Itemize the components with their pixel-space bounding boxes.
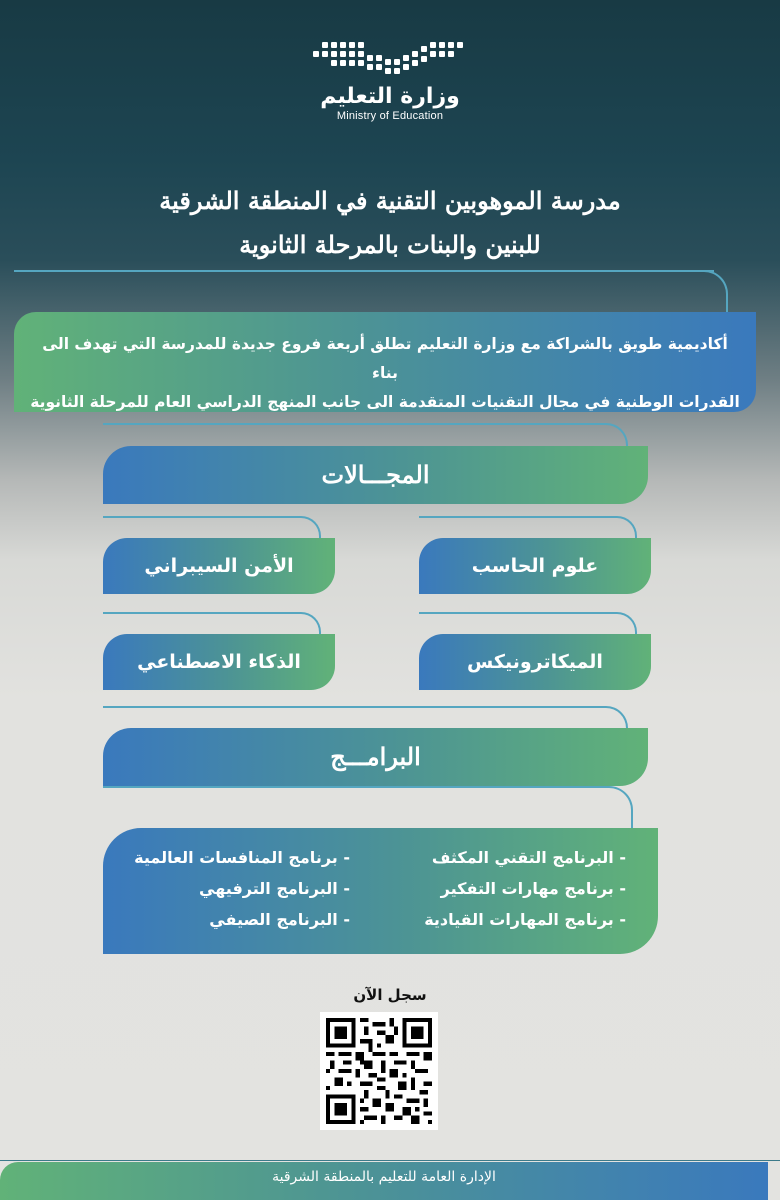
footer-divider (0, 1160, 780, 1161)
intro-line2: القدرات الوطنية في مجال التقنيات المتقدمة الى جانب المنهج الدراسي العام للمرحلة الثانوية (30, 393, 740, 411)
programs-connector (103, 706, 628, 728)
logo-name-arabic: وزارة التعليم (320, 84, 460, 109)
fields-header: المجـــالات (103, 446, 648, 504)
title-underline (14, 270, 714, 272)
logo-name-english: Ministry of Education (336, 110, 444, 122)
program-item: - برنامج المهارات القيادية (424, 910, 626, 929)
ai-connector (103, 612, 321, 634)
cs-connector (419, 516, 637, 538)
program-item: - البرنامج الترفيهي (199, 879, 350, 898)
program-item: - البرنامج الصيفي (209, 910, 350, 929)
field-cyber-security: الأمن السيبراني (103, 538, 335, 594)
footer-bar (0, 1162, 768, 1200)
programs-list-left (134, 842, 350, 935)
field-ai: الذكاء الاصطناعي (103, 634, 335, 690)
programs-list-connector (103, 786, 633, 828)
program-item: - البرنامج التقني المكثف (431, 848, 626, 867)
qr-code-icon[interactable] (320, 1012, 438, 1130)
page-title-line1: مدرسة الموهوبين التقنية في المنطقة الشرقية (159, 186, 621, 215)
intro-line1: أكاديمية طويق بالشراكة مع وزارة التعليم تطلق أربعة فروع جديدة للمدرسة التي تهدف الى بناء (42, 335, 728, 382)
field-mechatronics: الميكاترونيكس (419, 634, 651, 690)
program-item: - برنامج مهارات التفكير (440, 879, 626, 898)
cyber-connector (103, 516, 321, 538)
title-connector (700, 270, 728, 312)
register-label: سجل الآن (353, 986, 427, 1004)
logo-dots-icon (310, 38, 470, 82)
fields-connector (103, 423, 628, 447)
programs-header: البرامـــج (103, 728, 648, 786)
page-title-line2: للبنين والبنات بالمرحلة الثانوية (239, 230, 541, 259)
footer-text: الإدارة العامة للتعليم بالمنطقة الشرقية (272, 1169, 496, 1185)
program-item: - برنامج المنافسات العالمية (134, 848, 350, 867)
intro-box (14, 312, 756, 412)
programs-list-right (424, 842, 626, 935)
field-computer-science: علوم الحاسب (419, 538, 651, 594)
qr-code-graphic (326, 1018, 432, 1124)
programs-box (103, 828, 658, 954)
mech-connector (419, 612, 637, 634)
